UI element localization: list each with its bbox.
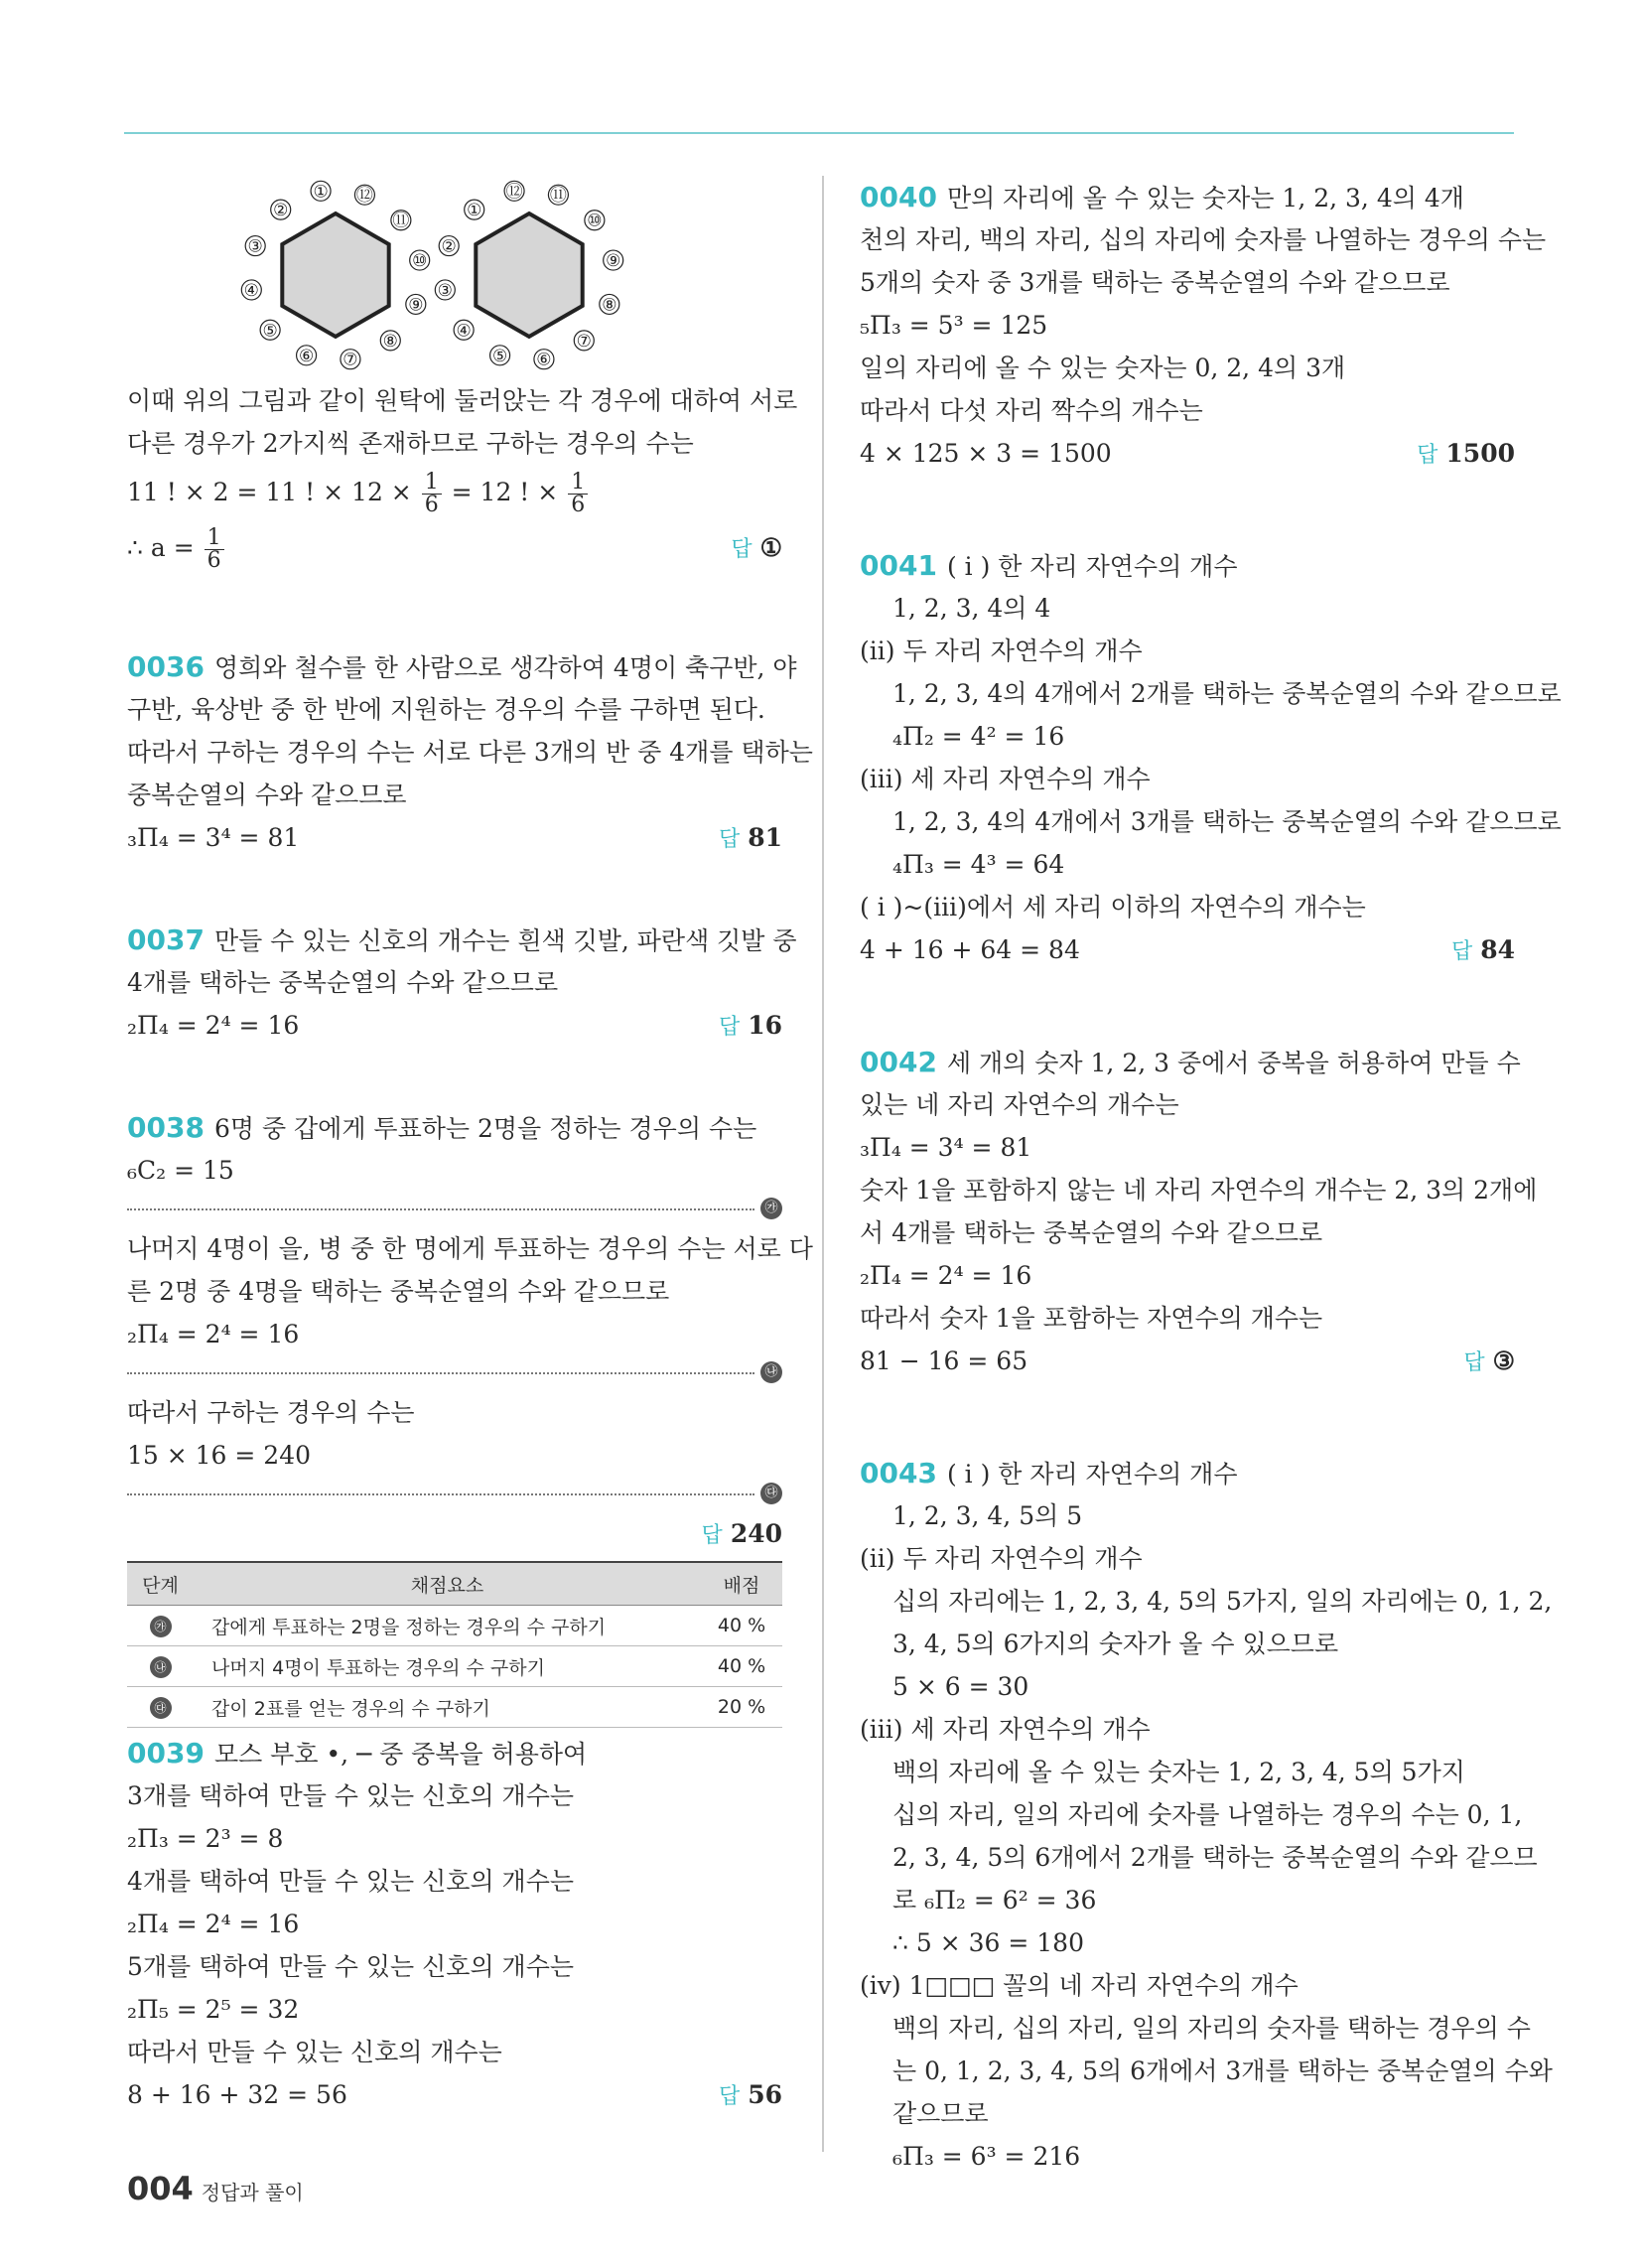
text-line: 1, 2, 3, 4의 4개에서 2개를 택하는 중복순열의 수와 같으므로 xyxy=(892,679,1562,708)
problem-0042: 0042 세 개의 숫자 1, 2, 3 중에서 중복을 허용하여 만들 수 xyxy=(860,1046,1521,1078)
equation: ₂Π₄ = 2⁴ = 16 xyxy=(860,1261,1032,1290)
equation: ₆Π₃ = 6³ = 216 xyxy=(892,2142,1081,2171)
table-header: 단계 xyxy=(127,1562,194,1606)
text-line: 4개를 택하여 만들 수 있는 신호의 개수는 xyxy=(127,1867,574,1896)
hexagon-table xyxy=(282,213,388,337)
text-line: 나머지 4명이 을, 병 중 한 명에게 투표하는 경우의 수는 서로 다 xyxy=(127,1234,813,1263)
text-line: 1, 2, 3, 4, 5의 5 xyxy=(892,1501,1083,1530)
text-line: 3개를 택하여 만들 수 있는 신호의 개수는 xyxy=(127,1781,574,1810)
text-line: 십의 자리, 일의 자리에 숫자를 나열하는 경우의 수는 0, 1, xyxy=(892,1800,1523,1829)
equation: 11 ! × 2 = 11 ! × 12 × $\frac{1}{6}$ = 12 ! × $\frac{1}{6}$ xyxy=(127,465,782,520)
text-line: 2, 3, 4, 5의 6개에서 2개를 택하는 중복순열의 수와 같으므 xyxy=(892,1843,1538,1872)
text-line: 로 ₆Π₂ = 6² = 36 xyxy=(892,1886,1097,1914)
text-line: ( i )~(iii)에서 세 자리 이하의 자연수의 개수는 xyxy=(860,893,1366,921)
problem-0036: 0036 영희와 철수를 한 사람으로 생각하여 4명이 축구반, 야 xyxy=(127,650,797,683)
answer: 답 56 xyxy=(718,2080,782,2109)
text-line: 따라서 구하는 경우의 수는 서로 다른 3개의 반 중 4개를 택하는 xyxy=(127,738,813,767)
answer: 답 240 xyxy=(701,1519,782,1548)
problem-number: 0042 xyxy=(860,1046,937,1078)
text-line: 따라서 구하는 경우의 수는 xyxy=(127,1398,415,1427)
table-row: ㉯ 나머지 4명이 투표하는 경우의 수 구하기 40 % xyxy=(127,1646,782,1687)
equation: ₄Π₂ = 4² = 16 xyxy=(892,722,1065,751)
equation: 15 × 16 = 240 xyxy=(127,1441,312,1470)
hexagon-seating-svg xyxy=(127,176,782,379)
equation: ₅Π₃ = 5³ = 125 xyxy=(860,311,1048,340)
answer: 답 ③ xyxy=(1463,1347,1515,1375)
text-line: (ii) 두 자리 자연수의 개수 xyxy=(860,637,1143,665)
problem-number: 0040 xyxy=(860,181,937,213)
hexagon-table-2 xyxy=(435,181,622,369)
answer-line xyxy=(127,1512,782,1555)
hexagon-table-1 xyxy=(241,181,429,369)
seat-label: ③ xyxy=(247,236,263,257)
text-line: 십의 자리에는 1, 2, 3, 4, 5의 5가지, 일의 자리에는 0, 1, 2, xyxy=(892,1587,1553,1616)
equation: 8 + 16 + 32 = 56 답 56 xyxy=(127,2073,782,2116)
problem-0038: 0038 6명 중 갑에게 투표하는 2명을 정하는 경우의 수는 xyxy=(127,1111,757,1144)
step-marker: ㉯ xyxy=(127,1355,782,1391)
problem-0040: 0040 만의 자리에 올 수 있는 숫자는 1, 2, 3, 4의 4개 xyxy=(860,181,1464,213)
text-line: 5개를 택하여 만들 수 있는 신호의 개수는 xyxy=(127,1952,574,1981)
text-line: 1, 2, 3, 4의 4 xyxy=(892,594,1051,623)
equation: ₂Π₄ = 2⁴ = 16 xyxy=(127,1910,300,1938)
seat-label: ⑦ xyxy=(576,331,592,352)
text-line: 중복순열의 수와 같으므로 xyxy=(127,780,407,809)
seat-label: ⑤ xyxy=(491,346,508,366)
text-line: 따라서 만들 수 있는 신호의 개수는 xyxy=(127,2038,502,2066)
seat-label: ① xyxy=(313,182,329,203)
seat-label: ④ xyxy=(456,321,472,342)
problem-number: 0038 xyxy=(127,1111,205,1144)
step-marker: ㉰ xyxy=(127,1477,782,1512)
text-line: (iii) 세 자리 자연수의 개수 xyxy=(860,1715,1151,1744)
equation: 5 × 6 = 30 xyxy=(892,1672,1029,1701)
answer: 답 81 xyxy=(718,823,782,852)
problem-number: 0036 xyxy=(127,650,205,683)
text-line: 는 0, 1, 2, 3, 4, 5의 6개에서 3개를 택하는 중복순열의 수와 xyxy=(892,2056,1553,2085)
header-rule xyxy=(124,132,1514,134)
text-line: 있는 네 자리 자연수의 개수는 xyxy=(860,1090,1179,1119)
seat-label: ① xyxy=(467,201,482,221)
answer: 답 ① xyxy=(731,533,782,562)
equation: ₆C₂ = 15 xyxy=(127,1156,234,1185)
fraction: $\frac{1}{6}$ xyxy=(568,472,588,516)
problem-number: 0041 xyxy=(860,549,937,582)
equation: ₃Π₄ = 3⁴ = 81 답 81 xyxy=(127,816,782,859)
problem-number: 0037 xyxy=(127,923,205,956)
text-line: 서 4개를 택하는 중복순열의 수와 같으므로 xyxy=(860,1218,1323,1247)
equation: ₂Π₄ = 2⁴ = 16 답 16 xyxy=(127,1004,782,1047)
seat-label: ⑫ xyxy=(505,182,523,203)
left-column xyxy=(127,176,813,2116)
equation: ∴ a = $\frac{1}{6}$ 답 ① xyxy=(127,520,782,576)
scoring-table-wrap xyxy=(127,1561,782,1720)
text-line: (iv) 1□□□ 꼴의 네 자리 자연수의 개수 xyxy=(860,1971,1299,2000)
round-table-diagram xyxy=(127,176,782,379)
answer: 답 84 xyxy=(1450,935,1515,964)
equation: ₃Π₄ = 3⁴ = 81 xyxy=(860,1133,1032,1162)
text-line: 따라서 숫자 1을 포함하는 자연수의 개수는 xyxy=(860,1304,1323,1333)
page-footer xyxy=(127,2170,304,2207)
text-line: 다른 경우가 2가지씩 존재하므로 구하는 경우의 수는 xyxy=(127,429,694,458)
equation: 4 + 16 + 64 = 84 답 84 xyxy=(860,928,1515,971)
text-line: 백의 자리에 올 수 있는 숫자는 1, 2, 3, 4, 5의 5가지 xyxy=(892,1758,1465,1786)
seat-label: ⑩ xyxy=(587,211,603,231)
seat-label: ⑧ xyxy=(602,295,617,316)
hexagon-table xyxy=(476,213,582,337)
fraction: $\frac{1}{6}$ xyxy=(422,472,442,516)
equation: ₂Π₃ = 2³ = 8 xyxy=(127,1824,284,1853)
seat-label: ⑨ xyxy=(408,295,424,316)
seat-label: ⑨ xyxy=(606,251,621,272)
table-row: ㉮ 갑에게 투표하는 2명을 정하는 경우의 수 구하기 40 % xyxy=(127,1606,782,1646)
step-marker: ㉮ xyxy=(127,1192,782,1227)
equation: 81 − 16 = 65 답 ③ xyxy=(860,1340,1515,1382)
footer-label: 정답과 풀이 xyxy=(201,2181,304,2204)
seat-label: ② xyxy=(441,236,457,257)
seat-label: ⑪ xyxy=(549,186,567,207)
text-line: 4개를 택하는 중복순열의 수와 같으므로 xyxy=(127,968,559,997)
seat-label: ④ xyxy=(243,280,259,301)
equation: ₂Π₅ = 2⁵ = 32 xyxy=(127,1995,300,2024)
answer: 답 1500 xyxy=(1417,439,1515,468)
table-header: 채점요소 xyxy=(194,1562,701,1606)
table-row: ㉰ 갑이 2표를 얻는 경우의 수 구하기 20 % xyxy=(127,1687,782,1728)
seat-label: ⑧ xyxy=(382,331,398,352)
text-line: 른 2명 중 4명을 택하는 중복순열의 수와 같으므로 xyxy=(127,1277,670,1306)
seat-label: ⑪ xyxy=(392,211,410,231)
text-line: (ii) 두 자리 자연수의 개수 xyxy=(860,1544,1143,1573)
problem-0041: 0041 ( i ) 한 자리 자연수의 개수 xyxy=(860,549,1238,582)
text-line: (iii) 세 자리 자연수의 개수 xyxy=(860,765,1151,793)
column-divider xyxy=(822,176,824,2152)
text-line: 백의 자리, 십의 자리, 일의 자리의 숫자를 택하는 경우의 수 xyxy=(892,2014,1531,2043)
text-line: 천의 자리, 백의 자리, 십의 자리에 숫자를 나열하는 경우의 수는 xyxy=(860,225,1547,254)
seat-label: ⑤ xyxy=(262,321,278,342)
text-line: 3, 4, 5의 6가지의 숫자가 올 수 있으므로 xyxy=(892,1630,1339,1658)
text-line: 5개의 숫자 중 3개를 택하는 중복순열의 수와 같으므로 xyxy=(860,268,1450,297)
text-line: 같으므로 xyxy=(892,2099,989,2128)
seat-label: ⑫ xyxy=(355,186,373,207)
table-header: 배점 xyxy=(701,1562,782,1606)
problem-0039: 0039 모스 부호 •, ─ 중 중복을 허용하여 xyxy=(127,1737,588,1770)
seat-label: ⑦ xyxy=(342,350,358,370)
seat-label: ② xyxy=(273,201,289,221)
equation: ₂Π₄ = 2⁴ = 16 xyxy=(127,1320,300,1348)
text-line: 일의 자리에 올 수 있는 숫자는 0, 2, 4의 3개 xyxy=(860,354,1346,382)
seat-label: ⑥ xyxy=(298,346,315,366)
answer: 답 16 xyxy=(718,1011,782,1040)
problem-0037: 0037 만들 수 있는 신호의 개수는 흰색 깃발, 파란색 깃발 중 xyxy=(127,923,797,956)
scoring-table xyxy=(127,1561,782,1728)
text-line: 이때 위의 그림과 같이 원탁에 둘러앉는 각 경우에 대하여 서로 xyxy=(127,386,798,415)
text-line: 1, 2, 3, 4의 4개에서 3개를 택하는 중복순열의 수와 같으므로 xyxy=(892,807,1562,836)
seat-label: ③ xyxy=(437,280,453,301)
equation: 4 × 125 × 3 = 1500 답 1500 xyxy=(860,432,1515,475)
problem-number: 0039 xyxy=(127,1737,205,1770)
text-line: 구반, 육상반 중 한 반에 지원하는 경우의 수를 구하면 된다. xyxy=(127,695,765,724)
seat-label: ⑩ xyxy=(412,251,428,272)
equation: ₄Π₃ = 4³ = 64 xyxy=(892,850,1065,879)
page-number: 004 xyxy=(127,2170,194,2207)
fraction: $\frac{1}{6}$ xyxy=(205,527,224,572)
text-line: 따라서 다섯 자리 짝수의 개수는 xyxy=(860,396,1203,425)
problem-number: 0043 xyxy=(860,1457,937,1489)
seat-label: ⑥ xyxy=(536,350,552,370)
text-line: 숫자 1을 포함하지 않는 네 자리 자연수의 개수는 2, 3의 2개에 xyxy=(860,1176,1538,1205)
right-column xyxy=(860,176,1562,2178)
equation: ∴ 5 × 36 = 180 xyxy=(892,1928,1084,1957)
problem-0043: 0043 ( i ) 한 자리 자연수의 개수 xyxy=(860,1457,1238,1489)
